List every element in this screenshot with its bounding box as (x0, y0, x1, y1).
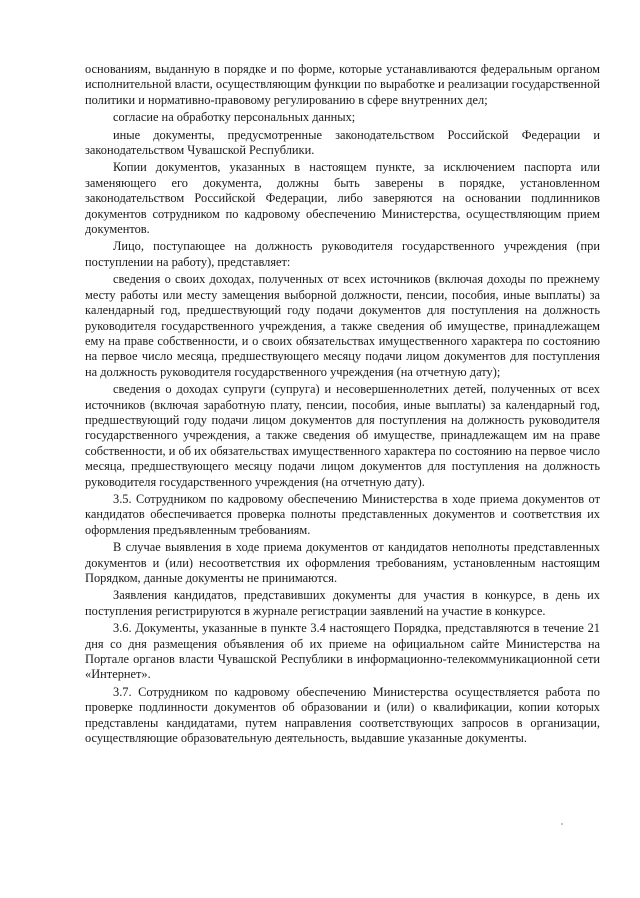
paragraph-incomplete: В случае выявления в ходе приема документов от кандидатов неполноты представленных документов и (или) несоответствия их оформления требованиям, установленным настоящим Порядком, данные документы не принимаются. (85, 540, 600, 585)
paragraph-applicant: Лицо, поступающее на должность руководителя государственного учреждения (при поступлении на работу), представляет: (85, 239, 600, 269)
document-body (85, 62, 600, 748)
paragraph-continuation: основаниям, выданную в порядке и по форме, которые устанавливаются федеральным органом исполнительной власти, осуществляющим функции по выработке и реализации государственной политики и нормативно-правовому регулированию в сфере внутренних дел; (85, 62, 600, 107)
paragraph-income-family: сведения о доходах супруги (супруга) и несовершеннолетних детей, полученных от всех источников (включая заработную плату, пенсии, пособия, иные выплаты) за календарный год, предшествующий году подачи лицом документов для поступления на должность руководителя государственного учреждения, а также сведения об имуществе, принадлежащем им на праве собственности, и об их обязательствах имущественного характера по состоянию на первое число месяца, предшествующего месяцу подачи лицом документов для поступления на должность руководителя государственного учреждения (на отчетную дату). (85, 382, 600, 489)
paragraph-other-documents: иные документы, предусмотренные законодательством Российской Федерации и законодательством Чувашской Республики. (85, 127, 600, 158)
paragraph-3-7: 3.7. Сотрудником по кадровому обеспечению Министерства осуществляется работа по проверке подлинности документов об образовании и (или) о квалификации, копии которых представлены кандидатами, путем направления соответствующих запросов в организации, осуществляющие образовательную деятельность, выдавшие указанные документы. (85, 684, 600, 746)
paragraph-copies: Копии документов, указанных в настоящем пункте, за исключением паспорта или заменяющего его документа, должны быть заверены в порядке, установленном законодательством Российской Федерации, либо заверяются на основании подлинников документов сотрудником по кадровому обеспечению Министерства, осуществляющим прием документов. (85, 160, 600, 237)
paragraph-3-6: 3.6. Документы, указанные в пункте 3.4 настоящего Порядка, представляются в течение 21 дня со дня размещения объявления об их приеме на официальном сайте Министерства на Портале органов власти Чувашской Республики в информационно-телекоммуникационной сети «Интернет». (85, 621, 600, 682)
paragraph-income-self: сведения о своих доходах, полученных от всех источников (включая доходы по прежнему месту работы или месту замещения выборной должности, пенсии, пособия, иные выплаты) за календарный год, предшествующий году подачи документов для поступления на должность руководителя государственного учреждения, а также сведения об имуществе, принадлежащем ему на праве собственности, и о своих обязательствах имущественного характера по состоянию на первое число месяца, предшествующего месяцу подачи лицом документов для поступления на должность руководителя государственного учреждения (на отчетную дату); (85, 272, 600, 379)
paragraph-consent: согласие на обработку персональных данных; (113, 110, 356, 125)
paragraph-registration: Заявления кандидатов, представивших документы для участия в конкурсе, в день их поступления регистрируются в журнале регистрации заявлений на участие в конкурсе. (85, 588, 600, 618)
scan-speck (561, 823, 563, 825)
paragraph-3-5: 3.5. Сотрудником по кадровому обеспечению Министерства в ходе приема документов от кандидатов обеспечивается проверка полноты представленных документов и соответствия их оформления предъявленным требованиям. (85, 491, 600, 537)
